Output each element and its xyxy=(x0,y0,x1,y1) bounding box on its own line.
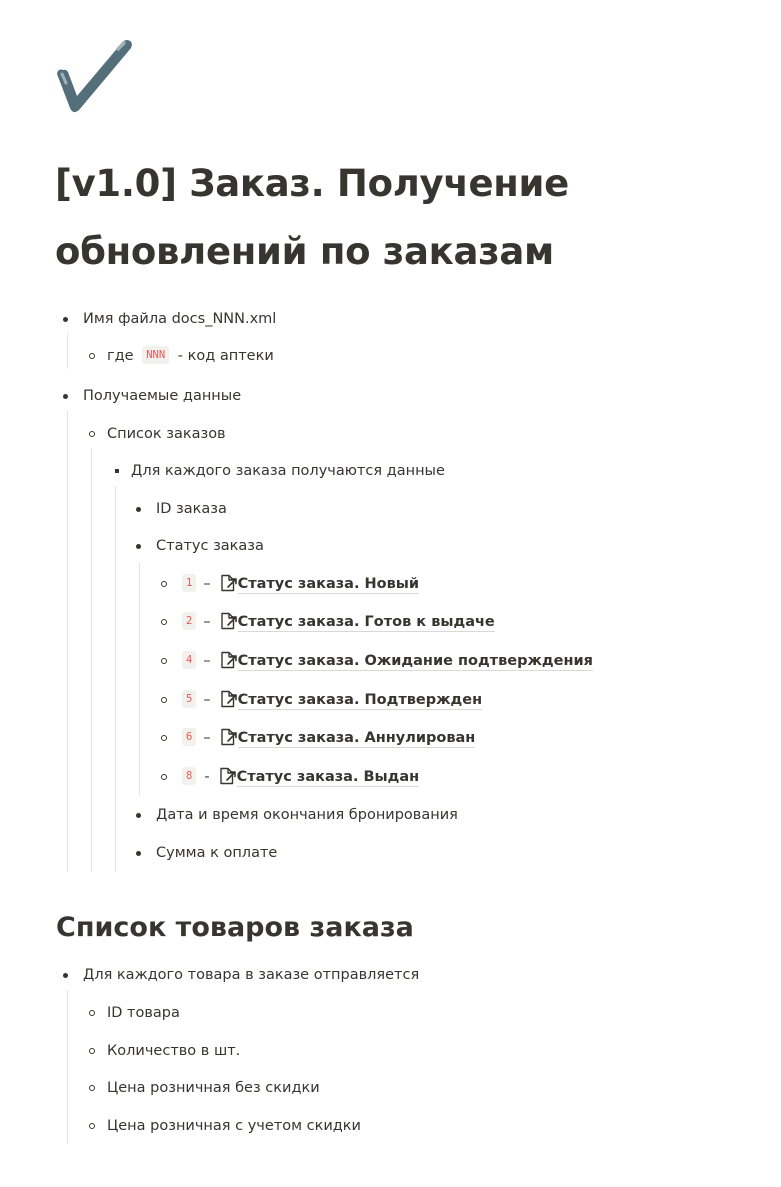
page-link-icon xyxy=(219,728,238,746)
status-link[interactable] xyxy=(219,688,483,712)
status-link-text[interactable]: Статус заказа. Готов к выдаче xyxy=(237,614,495,630)
bullet-circle xyxy=(86,422,100,446)
page-link-icon xyxy=(218,767,237,785)
list-item-text: Имя файла docs_NNN.xml xyxy=(83,311,277,327)
bullet-disc xyxy=(132,803,146,827)
list-item-text: Цена розничная с учетом скидки xyxy=(107,1118,361,1134)
status-code: 6 xyxy=(182,728,196,746)
section-heading: Список товаров заказа xyxy=(56,912,414,943)
list-item-text: Количество в шт. xyxy=(107,1043,241,1059)
indent-guide xyxy=(67,990,68,1144)
bullet-circle xyxy=(158,572,172,596)
list-item-text: Статус заказа xyxy=(156,538,264,554)
status-code: 1 xyxy=(182,574,196,592)
indent-guide xyxy=(115,486,116,872)
status-link[interactable] xyxy=(219,610,495,634)
page-link-icon xyxy=(219,690,238,708)
status-link[interactable] xyxy=(219,572,419,596)
bullet-disc xyxy=(132,497,146,521)
bullet-circle xyxy=(158,765,172,789)
page-title: [v1.0] Заказ. Получение обновлений по заказам xyxy=(55,162,569,273)
list-item-text: Для каждого товара в заказе отправляется xyxy=(83,967,420,983)
dash: – xyxy=(203,614,211,630)
status-code: 4 xyxy=(182,651,196,669)
list-item-text: Получаемые данные xyxy=(83,388,242,404)
bullet-disc xyxy=(59,384,73,408)
status-link-text[interactable]: Статус заказа. Аннулирован xyxy=(237,730,476,746)
status-link-text[interactable]: Статус заказа. Новый xyxy=(237,576,420,592)
bullet-circle xyxy=(158,726,172,750)
bullet-circle xyxy=(158,610,172,634)
indent-guide xyxy=(67,410,68,872)
bullet-disc xyxy=(59,963,73,987)
bullet-circle xyxy=(86,1039,100,1063)
dash: – xyxy=(203,576,211,592)
dash: – xyxy=(203,692,211,708)
bullet-disc xyxy=(59,307,73,331)
list-item-text: Список заказов xyxy=(107,426,226,442)
list-item-text: Дата и время окончания бронирования xyxy=(156,807,458,823)
list-item-text: Для каждого заказа получаются данные xyxy=(131,463,445,479)
list-item-text: ID заказа xyxy=(156,501,227,517)
page-link-icon xyxy=(219,651,238,669)
status-link-text[interactable]: Статус заказа. Ожидание подтверждения xyxy=(237,653,593,669)
status-code: 5 xyxy=(182,690,196,708)
dash: - xyxy=(204,769,210,785)
list-item-text: где xyxy=(107,348,134,364)
check-mark-emoji-icon[interactable] xyxy=(54,38,134,118)
dash: – xyxy=(203,653,211,669)
bullet-circle xyxy=(86,344,100,368)
status-code: 8 xyxy=(182,767,196,785)
dash: – xyxy=(203,730,211,746)
status-link-text[interactable]: Статус заказа. Выдан xyxy=(236,769,420,785)
status-link[interactable] xyxy=(218,765,420,789)
list-item-text: ID товара xyxy=(107,1005,180,1021)
page-link-icon xyxy=(219,612,238,630)
bullet-circle xyxy=(86,1114,100,1138)
bullet-circle xyxy=(86,1076,100,1100)
indent-guide xyxy=(139,562,140,796)
bullet-circle xyxy=(86,1001,100,1025)
status-link[interactable] xyxy=(219,726,476,750)
inline-code: NNN xyxy=(142,346,169,364)
status-link[interactable] xyxy=(219,649,593,673)
bullet-square xyxy=(112,459,126,483)
bullet-circle xyxy=(158,649,172,673)
status-link-text[interactable]: Статус заказа. Подтвержден xyxy=(237,692,483,708)
list-item-text: - код аптеки xyxy=(177,348,274,364)
status-code: 2 xyxy=(182,612,196,630)
indent-guide xyxy=(91,448,92,872)
page-link-icon xyxy=(219,574,238,592)
bullet-disc xyxy=(132,534,146,558)
indent-guide xyxy=(67,333,68,369)
list-item-text: Сумма к оплате xyxy=(156,845,278,861)
bullet-disc xyxy=(132,841,146,865)
bullet-circle xyxy=(158,688,172,712)
list-item-text: Цена розничная без скидки xyxy=(107,1080,320,1096)
